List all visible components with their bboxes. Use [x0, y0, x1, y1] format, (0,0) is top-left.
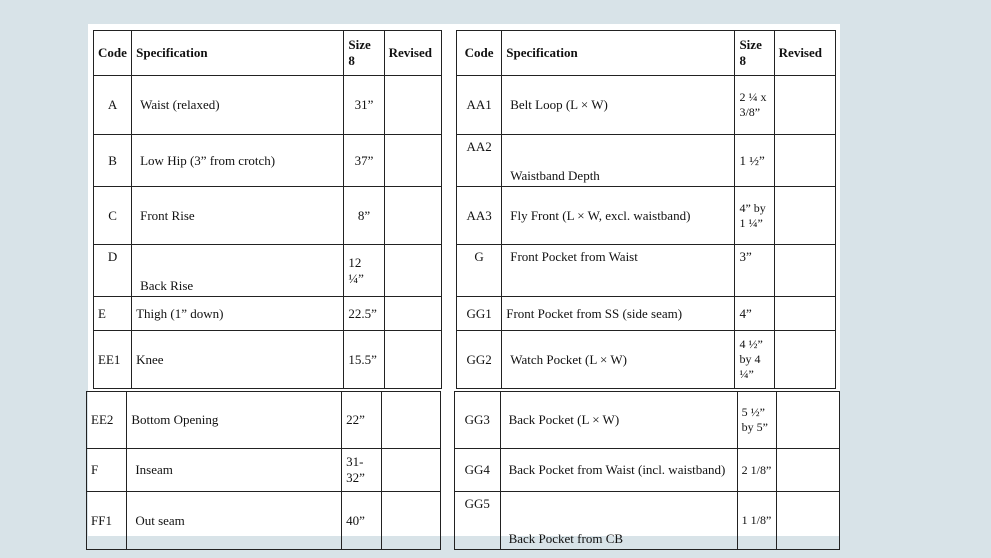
row-size: 8” — [344, 187, 384, 245]
header-specification: Specification — [132, 31, 344, 76]
row-specification: Back Pocket from Waist (incl. waistband) — [500, 449, 737, 492]
row-code: GG3 — [455, 392, 501, 449]
header-size: Size 8 — [735, 31, 774, 76]
spec-sheet-page — [88, 24, 840, 546]
row-size: 12 ¼” — [344, 245, 384, 297]
row-revised[interactable] — [384, 76, 441, 135]
row-code: D — [94, 245, 132, 297]
row-revised[interactable] — [384, 135, 441, 187]
table-row — [94, 135, 442, 187]
row-revised[interactable] — [774, 245, 835, 297]
row-size: 22” — [342, 392, 382, 449]
row-specification: Out seam — [127, 492, 342, 550]
row-specification: Bottom Opening — [127, 392, 342, 449]
row-specification: Thigh (1” down) — [132, 297, 344, 331]
row-revised[interactable] — [777, 392, 840, 449]
table-row — [457, 297, 836, 331]
header-code: Code — [457, 31, 502, 76]
row-specification: Fly Front (L × W, excl. waistband) — [502, 187, 735, 245]
row-size: 37” — [344, 135, 384, 187]
row-specification: Front Rise — [132, 187, 344, 245]
row-revised[interactable] — [774, 187, 835, 245]
row-specification: Watch Pocket (L × W) — [502, 331, 735, 389]
row-revised[interactable] — [382, 449, 441, 492]
row-code: E — [94, 297, 132, 331]
row-revised[interactable] — [384, 245, 441, 297]
row-specification: Inseam — [127, 449, 342, 492]
table-row — [94, 331, 442, 389]
row-code: F — [87, 449, 127, 492]
row-revised[interactable] — [384, 187, 441, 245]
row-code: AA1 — [457, 76, 502, 135]
header-revised: Revised — [384, 31, 441, 76]
row-code: FF1 — [87, 492, 127, 550]
table-row — [457, 187, 836, 245]
table-row — [87, 449, 441, 492]
row-size: 2 ¼ x 3/8” — [735, 76, 774, 135]
row-revised[interactable] — [774, 297, 835, 331]
row-specification: Front Pocket from Waist — [502, 245, 735, 297]
table-row — [455, 449, 840, 492]
row-size: 1 ½” — [735, 135, 774, 187]
row-revised[interactable] — [777, 449, 840, 492]
row-size: 2 1/8” — [737, 449, 777, 492]
row-code: EE2 — [87, 392, 127, 449]
table-row — [87, 392, 441, 449]
row-code: C — [94, 187, 132, 245]
row-revised[interactable] — [774, 135, 835, 187]
row-revised[interactable] — [777, 492, 840, 550]
row-size: 3” — [735, 245, 774, 297]
table-row — [87, 492, 441, 550]
table-row — [457, 135, 836, 187]
row-revised[interactable] — [384, 297, 441, 331]
row-revised[interactable] — [384, 331, 441, 389]
row-size: 4 ½” by 4 ¼” — [735, 331, 774, 389]
left-spec-table-continued — [86, 391, 441, 550]
table-row — [94, 245, 442, 297]
table-row — [457, 331, 836, 389]
row-revised[interactable] — [382, 392, 441, 449]
row-specification: Front Pocket from SS (side seam) — [502, 297, 735, 331]
row-code: G — [457, 245, 502, 297]
row-specification: Belt Loop (L × W) — [502, 76, 735, 135]
row-revised[interactable] — [382, 492, 441, 550]
left-spec-table — [93, 30, 442, 389]
row-code: AA2 — [457, 135, 502, 187]
row-size: 22.5” — [344, 297, 384, 331]
row-code: A — [94, 76, 132, 135]
row-code: GG4 — [455, 449, 501, 492]
table-row — [457, 245, 836, 297]
header-specification: Specification — [502, 31, 735, 76]
row-code: AA3 — [457, 187, 502, 245]
row-size: 4” by 1 ¼” — [735, 187, 774, 245]
table-row — [94, 76, 442, 135]
row-code: GG1 — [457, 297, 502, 331]
row-code: GG2 — [457, 331, 502, 389]
row-size: 5 ½” by 5” — [737, 392, 777, 449]
header-size: Size 8 — [344, 31, 384, 76]
row-size: 31” — [344, 76, 384, 135]
table-row — [94, 297, 442, 331]
row-size: 1 1/8” — [737, 492, 777, 550]
header-revised: Revised — [774, 31, 835, 76]
row-code: EE1 — [94, 331, 132, 389]
table-header-row — [94, 31, 442, 76]
right-spec-table — [456, 30, 836, 389]
row-specification: Low Hip (3” from crotch) — [132, 135, 344, 187]
row-code: GG5 — [455, 492, 501, 550]
row-specification: Back Rise — [132, 245, 344, 297]
row-specification: Waist (relaxed) — [132, 76, 344, 135]
row-specification: Back Pocket (L × W) — [500, 392, 737, 449]
right-spec-table-continued — [454, 391, 840, 550]
header-code: Code — [94, 31, 132, 76]
table-row — [94, 187, 442, 245]
table-row — [455, 392, 840, 449]
row-specification: Waistband Depth — [502, 135, 735, 187]
row-code: B — [94, 135, 132, 187]
table-row — [455, 492, 840, 550]
row-size: 40” — [342, 492, 382, 550]
table-row — [457, 76, 836, 135]
table-header-row — [457, 31, 836, 76]
row-specification: Knee — [132, 331, 344, 389]
row-revised[interactable] — [774, 76, 835, 135]
row-specification: Back Pocket from CB — [500, 492, 737, 550]
row-size: 15.5” — [344, 331, 384, 389]
row-revised[interactable] — [774, 331, 835, 389]
row-size: 4” — [735, 297, 774, 331]
row-size: 31-32” — [342, 449, 382, 492]
